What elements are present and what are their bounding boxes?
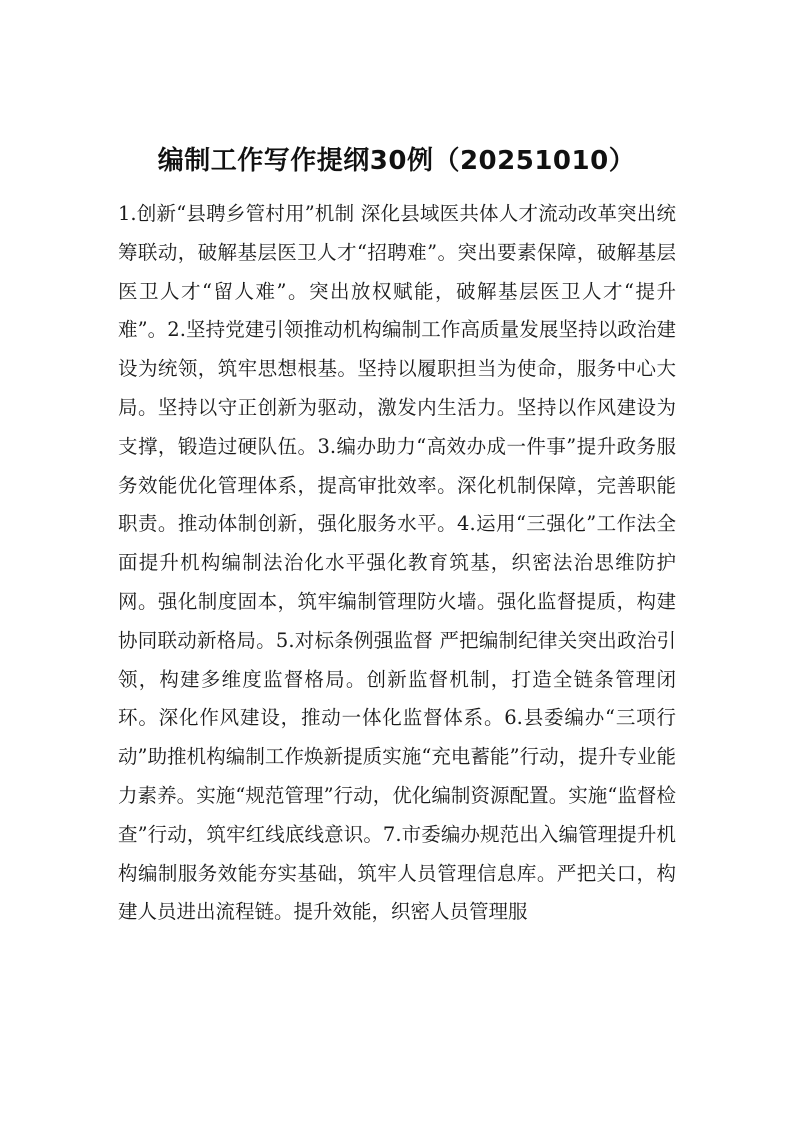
document-title: 编制工作写作提纲30例（20251010）	[157, 146, 636, 177]
document-body-paragraph: 1.创新“县聘乡管村用”机制 深化县域医共体人才流动改革突出统筹联动，破解基层医卫人才“招聘难”。突出要素保障，破解基层医卫人才“留人难”。突出放权赋能，破解基层医卫人才“提升难”。2.坚持党建引领推动机构编制工作高质量发展坚持以政治建设为统领，筑牢思想根基。坚持以履职担当为使命，服务中心大局。坚持以守正创新为驱动，激发内生活力。坚持以作风建设为支撑，锻造过硬队伍。3.编办助力“高效办成一件事”提升政务服务效能优化管理体系，提高审批效率。深化机制保障，完善职能职责。推动体制创新，强化服务水平。4.运用“三强化”工作法全面提升机构编制法治化水平强化教育筑基，织密法治思维防护网。强化制度固本，筑牢编制管理防火墙。强化监督提质，构建协同联动新格局。5.对标条例强监督 严把编制纪律关突出政治引领，构建多维度监督格局。创新监督机制，打造全链条管理闭环。深化作风建设，推动一体化监督体系。6.县委编办“三项行动”助推机构编制工作焕新提质实施“充电蓄能”行动，提升专业能力素养。实施“规范管理”行动，优化编制资源配置。实施“监督检查”行动，筑牢红线底线意识。7.市委编办规范出入编管理提升机构编制服务效能夯实基础，筑牢人员管理信息库。严把关口，构建人员进出流程链。提升效能，织密人员管理服	[118, 202, 676, 924]
